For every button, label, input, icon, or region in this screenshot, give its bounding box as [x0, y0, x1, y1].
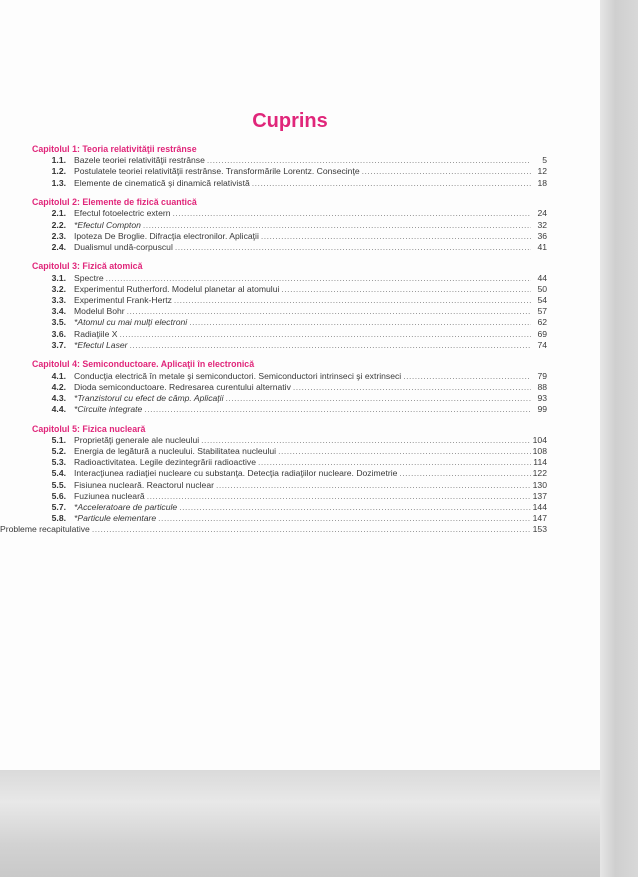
entry-title: Modelul Bohr [74, 306, 125, 317]
toc-entry [32, 208, 547, 219]
entry-page-number: 57 [537, 306, 547, 317]
leader-dots [127, 306, 531, 317]
entry-title: Dualismul undă-corpuscul [74, 241, 173, 252]
entry-title: *Tranzistorul cu efect de câmp. Aplicaţii [74, 392, 224, 403]
leader-dots [158, 513, 530, 524]
leader-dots [258, 457, 531, 468]
entry-title: *Circuite integrate [74, 404, 143, 415]
entry-page-number: 114 [533, 457, 547, 468]
leader-dots [399, 468, 530, 479]
toc-entry [32, 393, 547, 404]
entry-page-number: 36 [537, 230, 547, 241]
entry-title: Experimentul Rutherford. Modelul planetar al atomului [74, 283, 280, 294]
entry-number: 5.4. [51, 468, 66, 479]
toc-entry [32, 446, 547, 457]
entry-page-number: 130 [532, 479, 547, 490]
entry-page-number: 147 [532, 513, 547, 524]
entry-title: Radiaţiile X [74, 328, 118, 339]
entry-title: Efectul fotoelectric extern [74, 208, 171, 219]
leader-dots [293, 382, 531, 393]
leader-dots [147, 491, 531, 502]
entry-title: Fisiunea nucleară. Reactorul nuclear [74, 479, 214, 490]
toc-entry [32, 284, 547, 295]
entry-title: *Efectul Compton [74, 219, 141, 230]
toc-entry [32, 242, 547, 253]
chapter-section [32, 197, 547, 253]
toc-entry [32, 468, 547, 479]
chapter-title: Capitolul 4: Semiconductoare. Aplicaţii în electronică [32, 359, 255, 370]
page-edge-shadow [600, 0, 638, 877]
entry-number: 3.1. [51, 272, 66, 283]
entry-number: 5.5. [51, 479, 66, 490]
entry-title: Spectre [74, 272, 104, 283]
toc-entry [32, 178, 547, 189]
toc-entry [32, 295, 547, 306]
entry-number: 5.1. [51, 434, 66, 445]
entry-page-number: 41 [537, 241, 547, 252]
entry-page-number: 93 [537, 392, 547, 403]
toc-entry [32, 502, 547, 513]
entry-title: Probleme recapitulative [0, 524, 90, 535]
entry-number: 1.2. [51, 166, 66, 177]
toc-entry [32, 404, 547, 415]
entry-page-number: 50 [537, 283, 547, 294]
entry-number: 1.1. [51, 155, 66, 166]
entry-title: Dioda semiconductoare. Redresarea curentului alternativ [74, 381, 291, 392]
chapter-section [32, 424, 547, 525]
entry-title: Energia de legătură a nucleului. Stabilitatea nucleului [74, 446, 277, 457]
toc-entry [32, 480, 547, 491]
leader-dots [362, 166, 531, 177]
leader-dots [281, 284, 531, 295]
entry-page-number: 69 [537, 328, 547, 339]
toc-entry [32, 435, 547, 446]
entry-number: 3.4. [51, 306, 66, 317]
leader-dots [278, 446, 531, 457]
toc-entry [32, 317, 547, 328]
entry-page-number: 104 [532, 434, 547, 445]
entry-number: 5.8. [51, 513, 66, 524]
entry-number: 1.3. [51, 177, 66, 188]
entry-number: 5.6. [51, 490, 66, 501]
entry-title: Experimentul Frank-Hertz [74, 295, 172, 306]
entry-page-number: 122 [532, 468, 547, 479]
entry-number: 2.3. [51, 230, 66, 241]
entry-page-number: 79 [537, 370, 547, 381]
leader-dots [226, 393, 532, 404]
leader-dots [252, 178, 531, 189]
leader-dots [403, 371, 531, 382]
leader-dots [201, 435, 530, 446]
entry-page-number: 153 [532, 524, 547, 535]
entry-page-number: 32 [537, 219, 547, 230]
entry-page-number: 18 [537, 177, 547, 188]
leader-dots [179, 502, 530, 513]
entry-number: 4.3. [51, 392, 66, 403]
entry-number: 3.6. [51, 328, 66, 339]
entry-title: Radioactivitatea. Legile dezintegrării radioactive [74, 457, 257, 468]
table-of-contents [0, 144, 547, 536]
entry-number: 5.3. [51, 457, 66, 468]
leader-dots [143, 220, 531, 231]
toc-entry [32, 273, 547, 284]
toc-entry [32, 491, 547, 502]
toc-entry [0, 524, 547, 535]
leader-dots [216, 480, 531, 491]
chapter-title: Capitolul 2: Elemente de fizică cuantică [32, 197, 197, 208]
entry-title: *Particule elementare [74, 513, 157, 524]
entry-number: 3.5. [51, 317, 66, 328]
chapter-title: Capitolul 3: Fizică atomică [32, 261, 143, 272]
entry-number: 4.2. [51, 381, 66, 392]
leader-dots [174, 295, 531, 306]
toc-entry [32, 382, 547, 393]
entry-page-number: 24 [537, 208, 547, 219]
entry-number: 4.4. [51, 404, 66, 415]
entry-number: 3.3. [51, 295, 66, 306]
entry-page-number: 88 [537, 381, 547, 392]
entry-page-number: 12 [537, 166, 547, 177]
entry-title: Ipoteza De Broglie. Difracţia electronilor. Aplicaţii [74, 230, 259, 241]
entry-page-number: 5 [542, 155, 547, 166]
toc-entry [32, 306, 547, 317]
toc-entry [32, 513, 547, 524]
entry-title: Interacţiunea radiaţiei nucleare cu substanţa. Detecţia radiaţiilor nucleare. Dozimetrie [74, 468, 398, 479]
chapter-section [32, 261, 547, 351]
chapter-title: Capitolul 5: Fizica nucleară [32, 423, 146, 434]
page-bottom-shadow [0, 770, 600, 877]
entry-number: 3.2. [51, 283, 66, 294]
entry-number: 5.7. [51, 502, 66, 512]
toc-entry [32, 457, 547, 468]
leader-dots [144, 404, 531, 415]
entry-page-number: 74 [537, 339, 547, 350]
entry-title: Fuziunea nucleară [74, 490, 145, 501]
entry-title: Proprietăţi generale ale nucleului [74, 434, 200, 445]
entry-number: 2.4. [51, 241, 66, 252]
entry-page-number: 144 [532, 502, 547, 512]
chapter-section [32, 144, 547, 189]
entry-title: Postulatele teoriei relativităţii restrânse. Transformările Lorentz. Consecinţe [74, 166, 360, 177]
entry-number: 3.7. [51, 339, 66, 350]
leader-dots [207, 155, 531, 166]
chapter-section [32, 359, 547, 415]
entry-number: 5.2. [51, 446, 66, 457]
leader-dots [173, 208, 532, 219]
entry-number: 4.1. [51, 370, 66, 381]
chapter-title: Capitolul 1: Teoria relativităţii restrânse [32, 144, 197, 154]
entry-title: *Acceleratoare de particule [74, 502, 178, 512]
page-title: Cuprins [252, 110, 328, 132]
entry-page-number: 62 [537, 317, 547, 328]
entry-number: 2.2. [51, 219, 66, 230]
entry-title: Conducţia electrică în metale şi semiconductori. Semiconductori intrinseci şi extrinseci [74, 370, 402, 381]
entry-title: *Efectul Laser [74, 339, 128, 350]
entry-title: Bazele teoriei relativităţii restrânse [74, 155, 205, 166]
toc-entry [32, 155, 547, 166]
entry-number: 2.1. [51, 208, 66, 219]
toc-entry [32, 166, 547, 177]
entry-page-number: 108 [532, 446, 547, 457]
leader-dots [189, 317, 531, 328]
toc-entry [32, 220, 547, 231]
entry-page-number: 99 [537, 404, 547, 415]
leader-dots [106, 273, 531, 284]
entry-page-number: 44 [537, 272, 547, 283]
leader-dots [261, 231, 531, 242]
toc-entry [32, 340, 547, 351]
entry-page-number: 54 [537, 295, 547, 306]
toc-entry [32, 371, 547, 382]
leader-dots [175, 242, 531, 253]
entry-title: Elemente de cinematică şi dinamică relativistă [74, 177, 250, 188]
leader-dots [119, 329, 531, 340]
toc-entry [32, 231, 547, 242]
entry-page-number: 137 [532, 490, 547, 501]
leader-dots [92, 524, 531, 535]
leader-dots [130, 340, 531, 351]
entry-title: *Atomul cu mai mulţi electroni [74, 317, 188, 328]
toc-entry [32, 329, 547, 340]
